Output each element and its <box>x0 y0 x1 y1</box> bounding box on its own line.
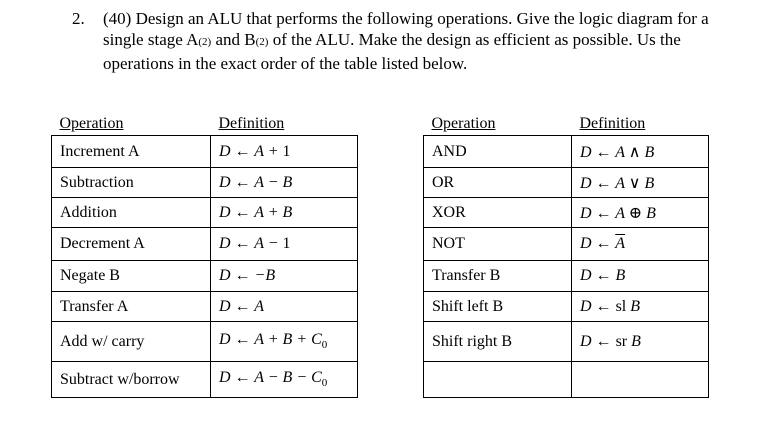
operation-header: Operation <box>424 112 572 136</box>
operation-cell: Shift right B <box>424 322 572 362</box>
definition-cell: D ← A − B <box>211 168 358 198</box>
operation-cell: AND <box>424 136 572 168</box>
definition-cell: D ← B <box>572 261 709 292</box>
definition-cell: D ← A ∨ B <box>572 168 709 198</box>
definition-header: Definition <box>572 112 709 136</box>
table-row <box>424 292 709 322</box>
definition-cell: D ← A ∧ B <box>572 136 709 168</box>
table-row <box>52 322 358 362</box>
definition-cell: D ← A + B <box>211 198 358 228</box>
problem-text-part: and B <box>211 30 256 49</box>
operation-cell: Transfer B <box>424 261 572 292</box>
definition-cell: D ← A + 1 <box>211 136 358 168</box>
problem-statement <box>72 8 712 74</box>
logic-operations-table <box>423 112 709 398</box>
operation-cell: OR <box>424 168 572 198</box>
operation-cell: Addition <box>52 198 211 228</box>
stage-b-bits: (2) <box>255 36 269 48</box>
table-row <box>52 292 358 322</box>
arithmetic-operations-table <box>51 112 358 398</box>
definition-cell: D ← A ⊕ B <box>572 198 709 228</box>
operation-cell: Subtraction <box>52 168 211 198</box>
operation-cell: Decrement A <box>52 228 211 261</box>
table-row <box>52 198 358 228</box>
operation-cell: Shift left B <box>424 292 572 322</box>
definition-cell: D ← A <box>211 292 358 322</box>
definition-cell: D ← $A + B + C_0$ <box>211 322 358 362</box>
table-row <box>424 322 709 362</box>
operation-cell: Subtract w/borrow <box>52 362 211 398</box>
stage-a-bits: (2) <box>198 36 212 48</box>
table-row <box>52 362 358 398</box>
table-row <box>424 261 709 292</box>
table-row <box>424 168 709 198</box>
problem-text <box>103 8 712 74</box>
table-row <box>424 362 709 398</box>
table-row <box>52 168 358 198</box>
problem-text-part: of the ALU. Make the design as efficient as possible. Us the operations in the exact order of the table listed below. <box>103 30 681 73</box>
problem-text-part: (40) Design an ALU that performs the following operations. Give the logic diagram for a single stage A <box>103 9 709 49</box>
operation-cell: Negate B <box>52 261 211 292</box>
definition-cell: D ← $\overline{A}$ <box>572 228 709 261</box>
table-row <box>424 136 709 168</box>
operation-cell: NOT <box>424 228 572 261</box>
definition-cell: D ← −B <box>211 261 358 292</box>
operation-cell <box>424 362 572 398</box>
definition-header: Definition <box>211 112 358 136</box>
table-row <box>424 198 709 228</box>
definition-cell: D ← A − 1 <box>211 228 358 261</box>
definition-cell: D ← sr B <box>572 322 709 362</box>
definition-cell <box>572 362 709 398</box>
operation-cell: Increment A <box>52 136 211 168</box>
definition-cell: D ← $A - B - C_0$ <box>211 362 358 398</box>
table-row <box>52 136 358 168</box>
table-row <box>52 228 358 261</box>
definition-cell: D ← sl B <box>572 292 709 322</box>
operation-cell: Transfer A <box>52 292 211 322</box>
operation-cell: XOR <box>424 198 572 228</box>
operation-cell: Add w/ carry <box>52 322 211 362</box>
table-row <box>52 261 358 292</box>
table-row <box>424 228 709 261</box>
operation-header: Operation <box>52 112 211 136</box>
problem-number: 2. <box>72 9 85 28</box>
